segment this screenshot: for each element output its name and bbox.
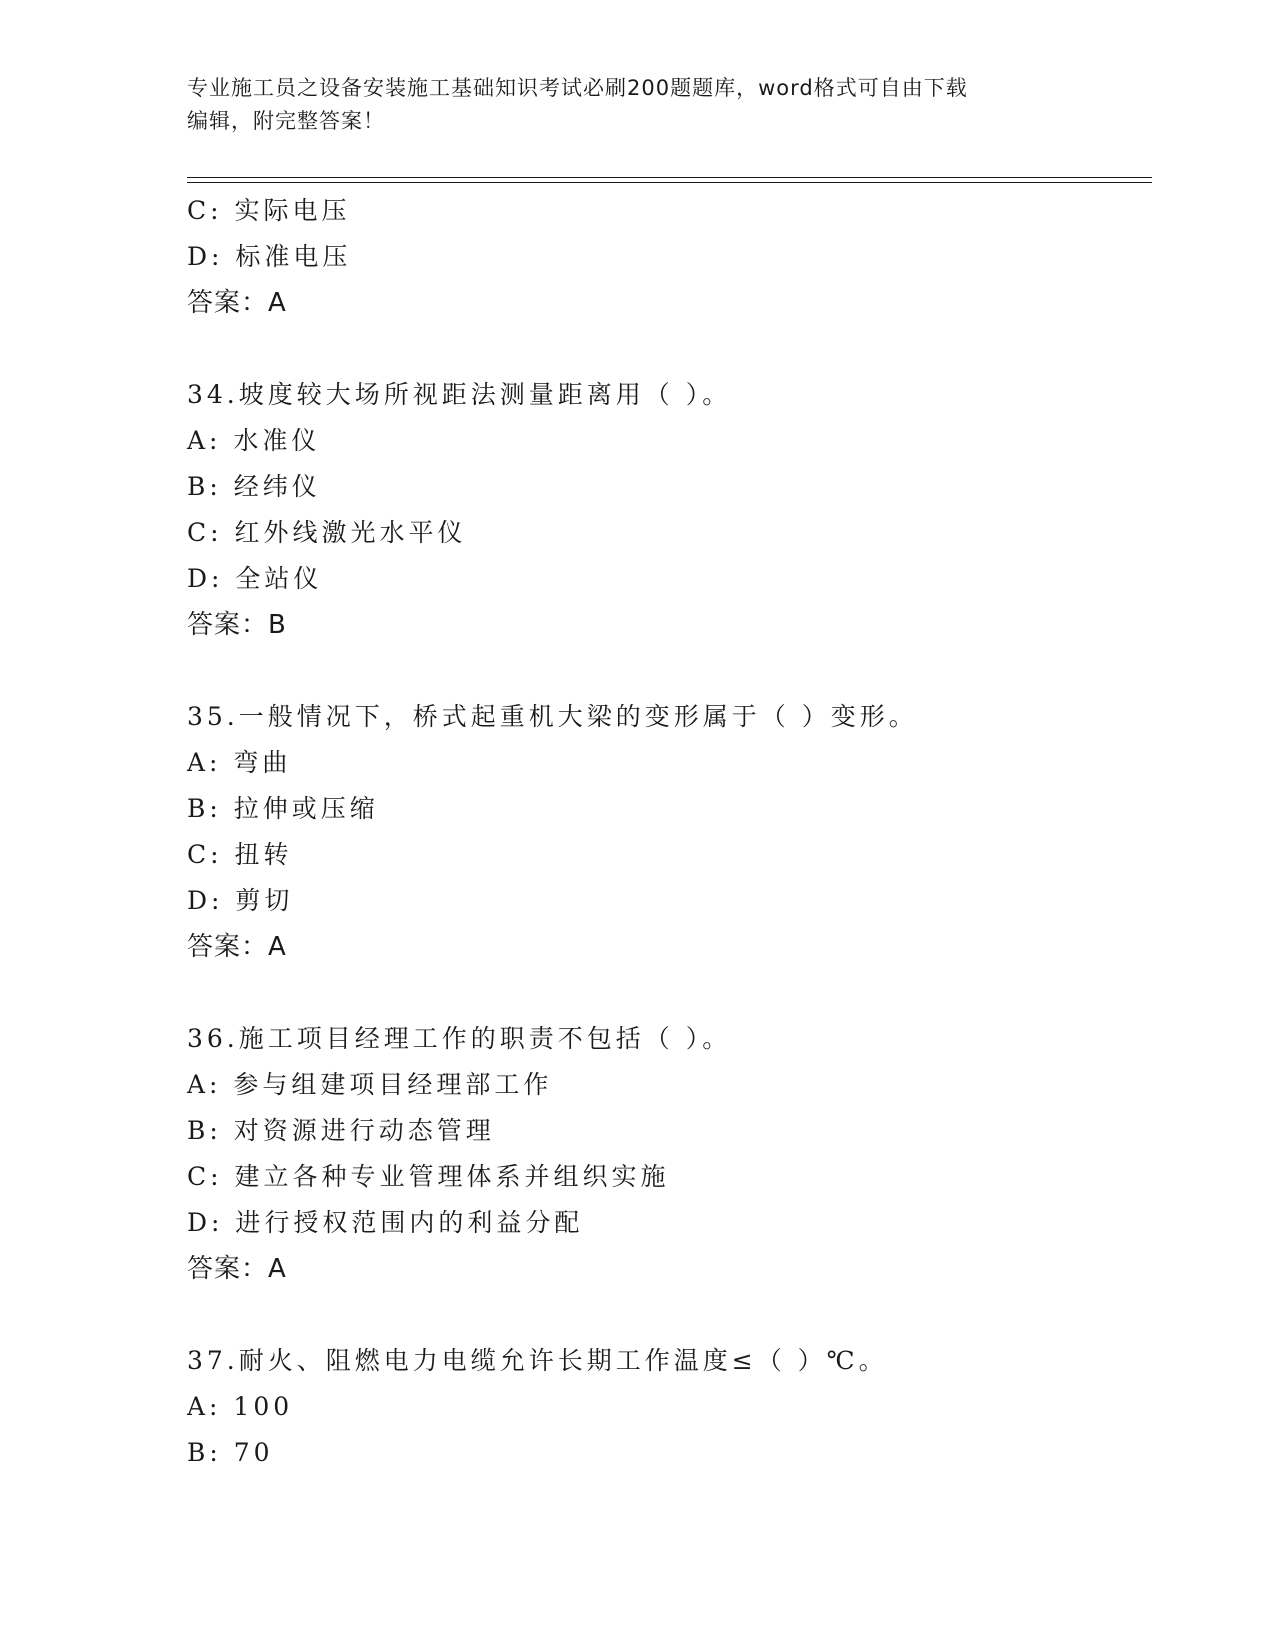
question-text: 35.一般情况下，桥式起重机大梁的变形属于（ ）变形。 — [187, 702, 918, 731]
option-c: C: 建立各种专业管理体系并组织实施 — [187, 1162, 670, 1191]
spacer — [187, 648, 1147, 694]
option-b: B: 拉伸或压缩 — [187, 794, 379, 823]
option-d: D: 标准电压 — [187, 242, 352, 271]
spacer — [187, 970, 1147, 1016]
option-d: D: 剪切 — [187, 886, 294, 915]
header-title-line-1: 专业施工员之设备安装施工基础知识考试必刷200题题库，word格式可自由下载 — [187, 76, 968, 100]
answer-line: 答案：B — [187, 610, 287, 640]
option-b: B: 经纬仪 — [187, 472, 321, 501]
header-rule-top — [187, 177, 1152, 178]
question-text: 34.坡度较大场所视距法测量距离用（ ）。 — [187, 380, 732, 409]
header-rule-bottom — [187, 182, 1152, 183]
option-d: D: 进行授权范围内的利益分配 — [187, 1208, 584, 1237]
header-title-line-2: 编辑，附完整答案！ — [187, 109, 385, 133]
question-block-33-continued — [187, 188, 1147, 326]
option-c: C: 红外线激光水平仪 — [187, 518, 467, 547]
question-block-35 — [187, 694, 1147, 970]
spacer — [187, 1292, 1147, 1338]
option-a: A: 参与组建项目经理部工作 — [187, 1070, 553, 1099]
question-block-36 — [187, 1016, 1147, 1292]
answer-line: 答案：A — [187, 288, 287, 318]
option-b: B: 对资源进行动态管理 — [187, 1116, 495, 1145]
question-list — [187, 188, 1147, 1476]
option-a: A: 水准仪 — [187, 426, 321, 455]
answer-line: 答案：A — [187, 932, 287, 962]
question-block-37 — [187, 1338, 1147, 1476]
option-b: B: 70 — [187, 1438, 274, 1467]
option-a: A: 弯曲 — [187, 748, 292, 777]
option-a: A: 100 — [187, 1392, 294, 1421]
document-header — [187, 72, 1087, 138]
option-c: C: 实际电压 — [187, 196, 351, 225]
option-d: D: 全站仪 — [187, 564, 323, 593]
option-c: C: 扭转 — [187, 840, 293, 869]
question-text: 37.耐火、阻燃电力电缆允许长期工作温度≤（ ）℃。 — [187, 1346, 888, 1375]
question-block-34 — [187, 372, 1147, 648]
question-text: 36.施工项目经理工作的职责不包括（ ）。 — [187, 1024, 732, 1053]
spacer — [187, 326, 1147, 372]
answer-line: 答案：A — [187, 1254, 287, 1284]
